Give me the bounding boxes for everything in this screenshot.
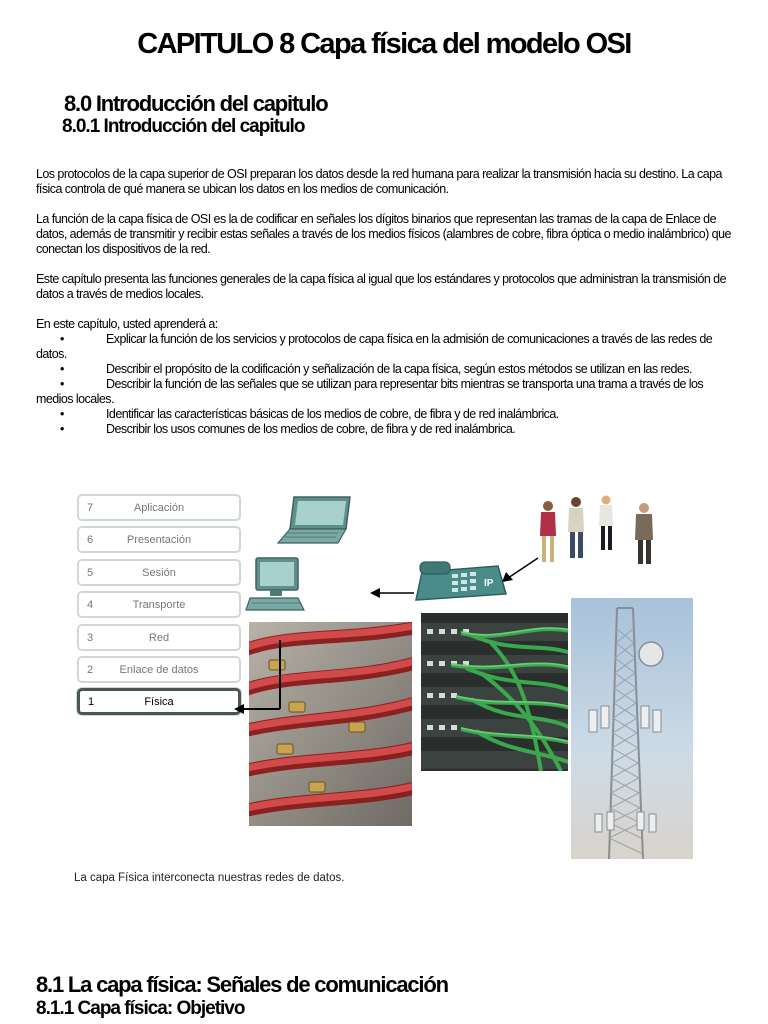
next-section-heading: 8.1 La capa física: Señales de comunicación: [36, 972, 448, 997]
list-item-text: Describir los usos comunes de los medios de cobre, de fibra y de red inalámbrica.: [106, 422, 516, 436]
osi-layer-4: 4 Transporte: [77, 591, 241, 618]
bullet-icon: •: [60, 407, 64, 421]
list-item-text: Identificar las características básicas de los medios de cobre, de fibra y de red inalámbrica.: [106, 407, 559, 421]
section-subheading: 8.0.1 Introducción del capitulo: [62, 116, 305, 137]
person-icon: [635, 503, 653, 564]
section-heading: 8.0 Introducción del capitulo: [64, 91, 328, 116]
paragraph: La función de la capa física de OSI es la de codificar en señales los dígitos binarios que representan las tramas de la capa de Enlace de datos, además de transmitir y recibir estas señales a través de los medios físicos (alambres de cobre, fibra óptica o medio inalámbrico) que conectan los dispositivos de la red.: [36, 212, 731, 256]
osi-layer-2: 2 Enlace de datos: [77, 656, 241, 683]
list-item-text: Explicar la función de los servicios y protocolos de capa física en la admisión de comunicaciones a través de las redes de datos.: [36, 332, 713, 361]
cell-tower-photo: [571, 598, 693, 859]
list-item: [36, 377, 736, 407]
bullet-icon: •: [60, 377, 64, 391]
list-item: [36, 407, 736, 422]
desktop-computer-icon: [244, 556, 308, 614]
list-item-text: Describir la función de las señales que se utilizan para representar bits mientras se transporta una trama a través de los medios locales.: [36, 377, 704, 406]
paragraph: Este capítulo presenta las funciones generales de la capa física al igual que los estándares y protocolos que administran la transmisión de datos a través de medios locales.: [36, 272, 726, 301]
list-item: [36, 422, 736, 437]
osi-layer-5: 5 Sesión: [77, 559, 241, 586]
next-section-subheading: 8.1.1 Capa física: Objetivo: [36, 998, 245, 1019]
arrow-left-icon: [370, 586, 416, 600]
osi-layer-6: 6 Presentación: [77, 526, 241, 553]
body-text: [36, 167, 736, 437]
bullet-icon: •: [60, 362, 64, 376]
page-title: CAPITULO 8 Capa física del modelo OSI: [137, 28, 631, 60]
list-item: [36, 362, 736, 377]
bullet-icon: •: [60, 332, 64, 346]
list-item-text: Describir el propósito de la codificación y señalización de la capa física, según estos métodos se utilizan en las redes.: [106, 362, 692, 376]
objectives-list: [36, 332, 736, 437]
person-icon: [568, 497, 584, 558]
arrow-to-physical-layer-icon: [232, 640, 292, 714]
list-intro: En este capítulo, usted aprenderá a:: [36, 317, 218, 331]
person-icon: [540, 501, 556, 562]
list-item: [36, 332, 736, 362]
osi-layer-1: 1 Física: [77, 688, 241, 715]
osi-layer-stack: [77, 494, 241, 721]
figure-caption: La capa Física interconecta nuestras redes de datos.: [74, 872, 345, 884]
people-illustration: [532, 492, 662, 570]
osi-layer-7: 7 Aplicación: [77, 494, 241, 521]
bullet-icon: •: [60, 422, 64, 436]
laptop-icon: [276, 495, 356, 549]
osi-layer-3: 3 Red: [77, 624, 241, 651]
ip-phone-icon: [412, 558, 508, 604]
fiber-patch-panel-photo: [421, 613, 568, 771]
person-icon: [599, 496, 613, 551]
phone-ip-label: IP: [484, 578, 494, 589]
paragraph: Los protocolos de la capa superior de OSI preparan los datos desde la red humana para realizar la transmisión hacia su destino. La capa física controla de qué manera se ubican los datos en los medios de comunicación.: [36, 167, 722, 196]
